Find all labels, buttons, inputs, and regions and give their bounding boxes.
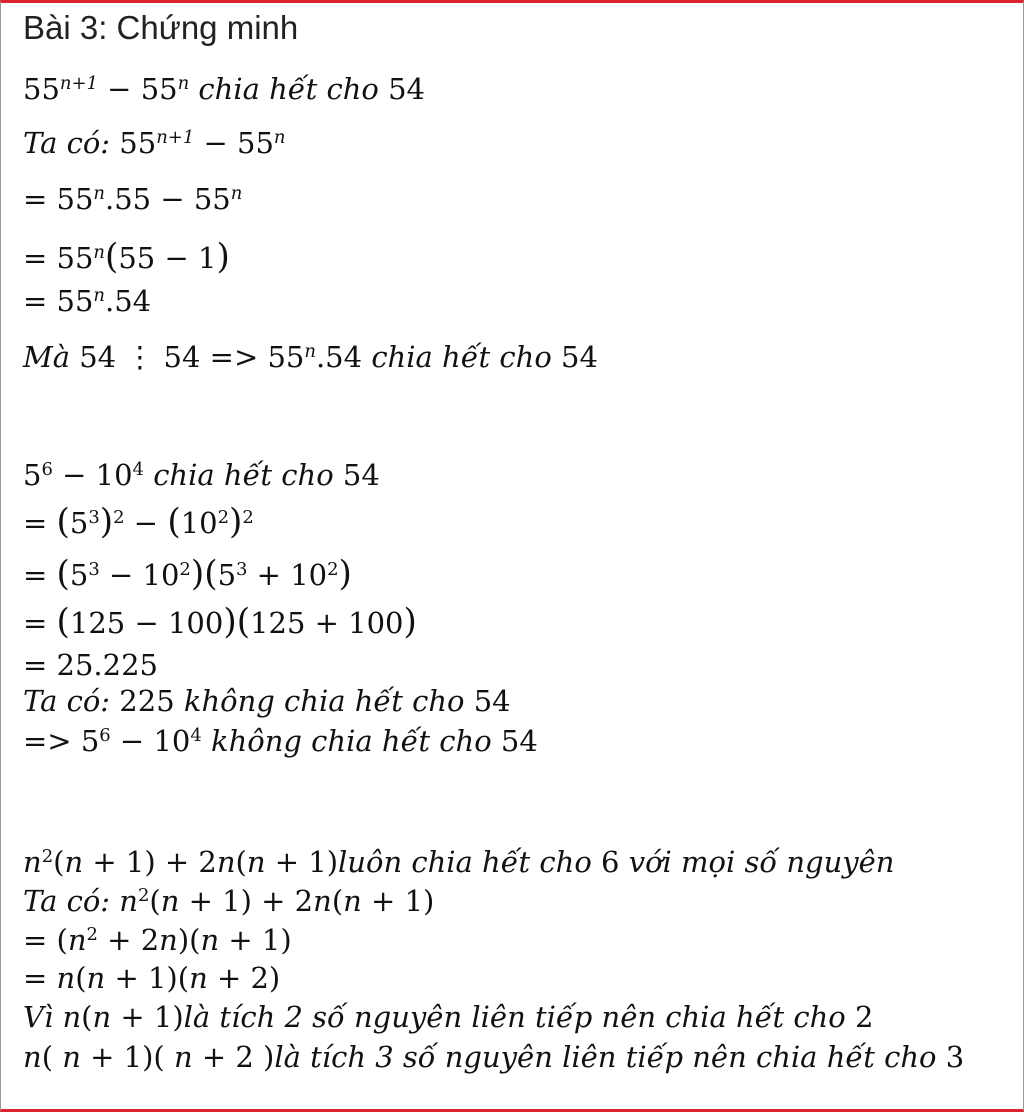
phrase: Ta có: [23,684,111,718]
part2-conclusion: => $5^6 - 10^4$ không chia hết cho 54 [23,724,538,758]
phrase: luôn chia hết cho [338,845,592,879]
phrase: không chia hết cho [183,684,465,718]
phrase: không chia hết cho [211,724,492,758]
part3-step-3: = n(n + 1)(n + 2) [23,961,281,995]
number: 2 [854,1000,874,1034]
phrase: chia hết cho [153,458,334,492]
phrase: chia hết cho [198,72,379,106]
phrase: Ta có: [23,884,111,918]
number: 54 [500,724,538,758]
phrase: là tích 3 số nguyên liên tiếp nên chia hết cho [274,1040,937,1074]
part3-step-1: Ta có: $n^2(n + 1) + 2n(n + 1)$ [23,884,435,918]
phrase: Ta có: [23,126,111,160]
number: 54 [342,458,380,492]
number: 54 [561,340,598,374]
part1-step-3: = $55^n(55 - 1)$ [23,237,230,277]
phrase: Vì [23,1000,54,1034]
part3-reason-3: n( n + 1)( n + 2 )là tích 3 số nguyên liên tiếp nên chia hết cho 3 [23,1040,965,1074]
part1-statement: $55^{n+1} - 55^n$ chia hết cho 54 [23,72,426,106]
phrase: là tích 2 số nguyên liên tiếp nên chia hết cho [183,1000,846,1034]
number: 3 [945,1040,965,1074]
title: Bài 3: Chứng minh [23,9,299,46]
number: 6 [601,845,620,879]
part2-step-1: = $(5^3)^2 - (10^2)^2$ [23,502,254,542]
phrase: chia hết cho [371,340,552,374]
part3-reason-2: Vì n(n + 1)là tích 2 số nguyên liên tiếp nên chia hết cho 2 [23,1000,874,1034]
part2-step-3: = (125 − 100)(125 + 100) [23,602,417,642]
part2-step-4: = 25.225 [23,648,158,682]
part3-statement: $n^2(n + 1) + 2n(n$ + 1)luôn chia hết cho 6 với mọi số nguyên [23,845,895,879]
part2-step-2: = $(5^3 - 10^2)(5^3 + 10^2)$ [23,554,352,594]
phrase: với mọi số nguyên [628,845,895,879]
number: 54 [473,684,511,718]
part2-note [23,684,511,718]
part1-conclusion: Mà 54 ⋮ $54 => 55^n.54$ chia hết cho 54 [23,340,598,374]
part1-step-1: Ta có: $55^{n+1} - 55^n$ [23,126,286,160]
part1-step-4: = $55^n.54$ [23,284,152,318]
part2-statement: $5^6 - 10^4$ chia hết cho 54 [23,458,380,492]
part1-step-2: = $55^n.55 - 55^n$ [23,182,243,216]
phrase: Mà [23,340,70,374]
number: 54 [388,72,426,106]
part3-step-2: = $(n^2 + 2n)(n + 1)$ [23,923,292,957]
number: 225 [119,684,175,718]
